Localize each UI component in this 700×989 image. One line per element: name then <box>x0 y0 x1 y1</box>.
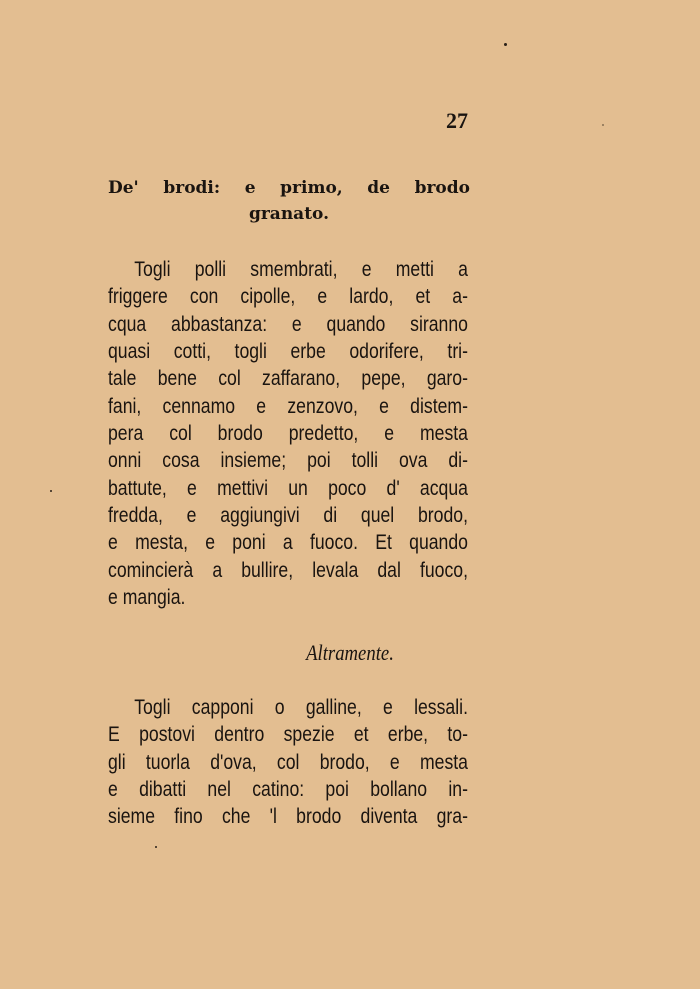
text-line: comincierà a bullire, levala dal fuoco, <box>108 557 468 582</box>
text-line: e mesta, e poni a fuoco. Et quando <box>108 530 468 555</box>
chapter-heading-line-1: De' brodi: e primo, de brodo <box>108 178 470 198</box>
paper-speck <box>50 490 52 492</box>
text-line: quasi cotti, togli erbe odorifere, tri- <box>108 339 468 364</box>
chapter-heading-line-2: granato. <box>248 204 330 224</box>
text-line: e dibatti nel catino: poi bollano in- <box>108 777 468 802</box>
section-subheading: Altramente. <box>306 640 394 665</box>
text-line: friggere con cipolle, e lardo, et a- <box>108 284 468 309</box>
text-line: fani, cennamo e zenzovo, e distem- <box>108 393 468 418</box>
text-line: tale bene col zaffarano, pepe, garo- <box>108 366 468 391</box>
paper-speck <box>155 846 157 848</box>
text-line: gli tuorla d'ova, col brodo, e mesta <box>108 749 468 774</box>
paper-speck <box>602 124 604 126</box>
paper-speck <box>504 43 507 46</box>
text-line: E postovi dentro spezie et erbe, to- <box>108 722 468 747</box>
text-line: Togli polli smembrati, e metti a <box>134 257 468 281</box>
text-line: e mangia. <box>108 585 186 610</box>
paragraph-2 <box>108 694 468 831</box>
text-line: onni cosa insieme; poi tolli ova di- <box>108 448 468 473</box>
text-line: fredda, e aggiungivi di quel brodo, <box>108 503 468 528</box>
text-line: Togli capponi o galline, e lessali. <box>134 695 468 719</box>
text-line: battute, e mettivi un poco d' acqua <box>108 475 468 500</box>
text-line: sieme fino che 'l brodo diventa gra- <box>108 804 468 829</box>
text-line: pera col brodo predetto, e mesta <box>108 421 468 446</box>
page-number: 27 <box>446 108 468 133</box>
text-line: cqua abbastanza: e quando siranno <box>108 311 468 336</box>
paragraph-1 <box>108 256 468 611</box>
